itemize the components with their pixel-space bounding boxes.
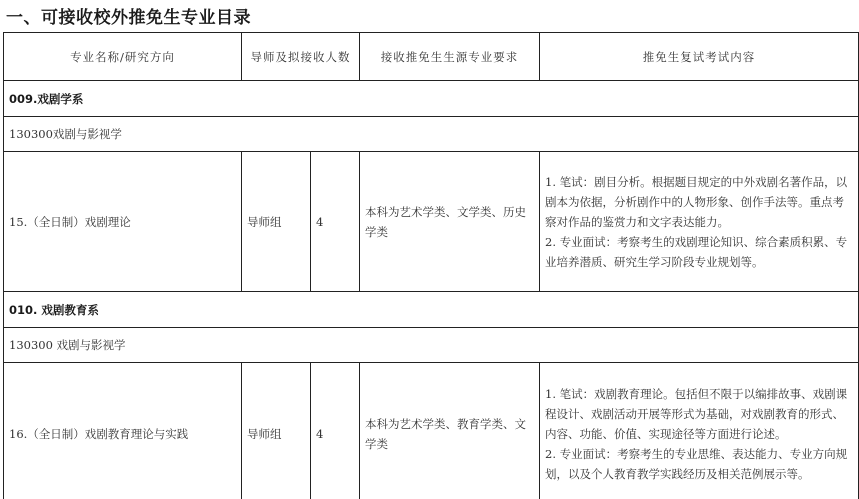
requirement-line: 本科为艺术学类、文学类、历史 xyxy=(365,204,526,219)
table-row xyxy=(4,363,859,499)
exam-line: 内容、功能、价值、实现途径等方面进行论述。 xyxy=(545,426,787,441)
quota-cell: 4 xyxy=(311,363,360,499)
department-title: 009.戏剧学系 xyxy=(4,81,859,117)
exam-content-cell xyxy=(540,152,859,292)
discipline-label: 130300戏剧与影视学 xyxy=(4,117,859,152)
requirement-line: 本科为艺术学类、教育学类、文 xyxy=(365,416,526,431)
exam-content-cell xyxy=(540,363,859,499)
section-row xyxy=(4,81,859,117)
requirement-cell xyxy=(360,152,540,292)
exam-line: 剧本为依据，分析剧作中的人物形象、创作手法等。重点考 xyxy=(545,194,844,209)
header-advisor: 导师及拟接收人数 xyxy=(242,33,360,81)
exam-line: 2. 专业面试：考察考生的专业思维、表达能力、专业方向规 xyxy=(545,446,848,461)
table-row xyxy=(4,152,859,292)
major-name: 15.（全日制）戏剧理论 xyxy=(4,152,242,292)
header-requirement: 接收推免生生源专业要求 xyxy=(360,33,540,81)
exam-line: 1. 笔试：剧目分析。根据题目规定的中外戏剧名著作品，以 xyxy=(545,174,848,189)
major-catalog-table xyxy=(3,32,859,499)
table-header-row xyxy=(4,33,859,81)
exam-line: 程设计、戏剧活动开展等形式为基础，对戏剧教育的形式、 xyxy=(545,406,844,421)
header-major: 专业名称/研究方向 xyxy=(4,33,242,81)
quota-cell: 4 xyxy=(311,152,360,292)
department-title: 010. 戏剧教育系 xyxy=(4,292,859,328)
discipline-label: 130300 戏剧与影视学 xyxy=(4,328,859,363)
exam-line: 察对作品的鉴赏力和文字表达能力。 xyxy=(545,214,729,229)
requirement-line: 学类 xyxy=(365,224,388,239)
exam-line: 1. 笔试：戏剧教育理论。包括但不限于以编排故事、戏剧课 xyxy=(545,386,848,401)
major-name: 16.（全日制）戏剧教育理论与实践 xyxy=(4,363,242,499)
exam-line: 业培养潜质、研究生学习阶段专业规划等。 xyxy=(545,254,764,269)
header-exam: 推免生复试考试内容 xyxy=(540,33,859,81)
page-heading: 一、可接收校外推免生专业目录 xyxy=(6,8,251,28)
requirement-cell xyxy=(360,363,540,499)
discipline-row xyxy=(4,117,859,152)
advisor-cell: 导师组 xyxy=(242,152,311,292)
exam-line: 2. 专业面试：考察考生的戏剧理论知识、综合素质积累、专 xyxy=(545,234,848,249)
exam-line: 划，以及个人教育教学实践经历及相关范例展示等。 xyxy=(545,466,810,481)
section-row xyxy=(4,292,859,328)
requirement-line: 学类 xyxy=(365,436,388,451)
discipline-row xyxy=(4,328,859,363)
advisor-cell: 导师组 xyxy=(242,363,311,499)
